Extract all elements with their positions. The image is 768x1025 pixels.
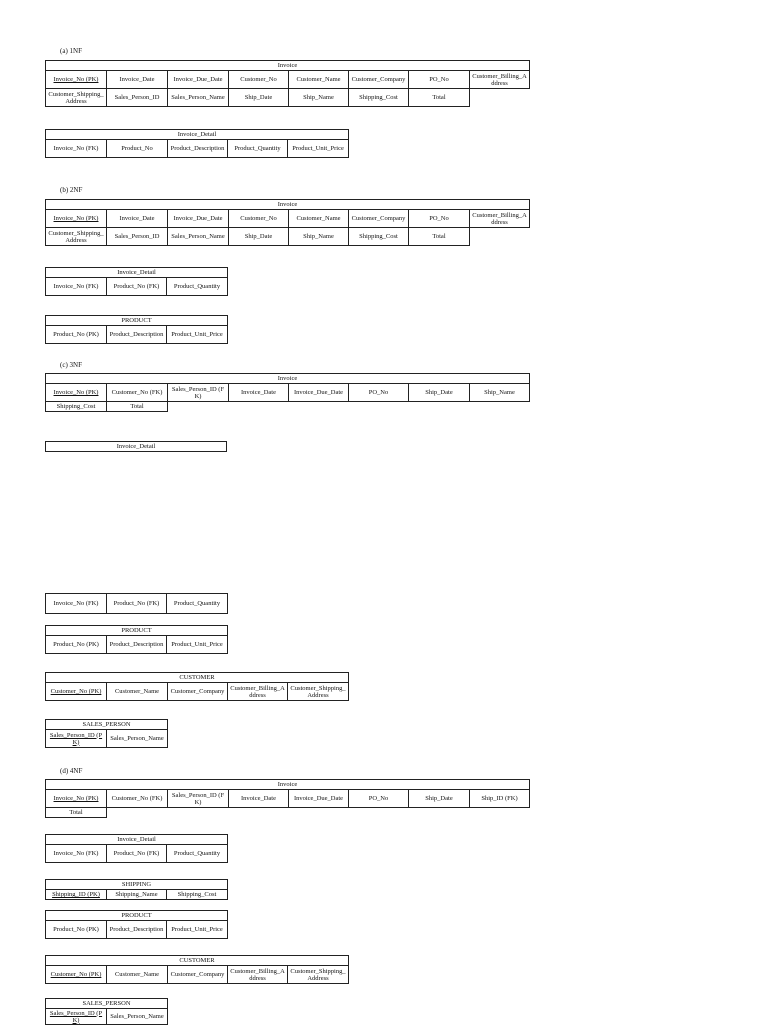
field-cell: Ship_Date [229,89,289,107]
table-invoice-2nf [45,199,530,246]
field-cell-pk: Invoice_No (PK) [46,71,107,89]
table-sales-person-4nf [45,998,168,1025]
field-cell: Customer_Shipping_Address [46,228,107,246]
field-cell: Customer_Billing_Address [470,210,530,228]
field-cell: Invoice_Due_Date [289,790,349,808]
table-sales-person-3nf [45,719,168,748]
field-cell: Sales_Person_ID (FK) [168,384,229,402]
field-cell-pk: Sales_Person_ID (PK) [46,1009,107,1025]
field-cell: Ship_Date [229,228,289,246]
field-cell: Total [409,89,470,107]
field-cell: Customer_Billing_Address [470,71,530,89]
field-cell-pk: Invoice_No (PK) [46,210,107,228]
field-cell-pk: Customer_No (PK) [46,683,107,701]
field-cell: Customer_No (FK) [107,790,168,808]
table-title: Invoice [46,780,530,790]
field-cell: Customer_Name [289,210,349,228]
field-cell: Customer_Company [168,966,228,984]
table-product-3nf [45,625,228,654]
field-cell: Customer_Company [349,210,409,228]
field-cell: Product_Description [107,326,167,344]
field-cell-pk: Shipping_ID (PK) [46,890,107,900]
table-title: Invoice_Detail [46,268,228,278]
table-title: PRODUCT [46,626,228,636]
table-title: SALES_PERSON [46,999,168,1009]
field-cell: Customer_Billing_Address [228,966,288,984]
table-title: Invoice_Detail [46,442,227,452]
field-cell: Product_No (FK) [107,278,167,296]
field-cell: Sales_Person_ID [107,89,168,107]
field-cell: PO_No [409,71,470,89]
section-label-4nf: (d) 4NF [60,767,83,775]
table-invoice-detail-2nf [45,267,228,296]
table-invoice-detail-3nf-fields [45,593,228,614]
field-cell-pk: Invoice_No (PK) [46,384,107,402]
field-cell: Invoice_No (FK) [46,140,107,158]
table-customer-4nf [45,955,349,984]
field-cell: Product_Unit_Price [288,140,349,158]
field-cell: Ship_Name [289,228,349,246]
table-title: Invoice_Detail [46,130,349,140]
field-cell: Customer_Shipping_Address [46,89,107,107]
field-cell: Invoice_Due_Date [168,71,229,89]
field-cell: Invoice_Date [107,210,168,228]
field-cell: PO_No [409,210,470,228]
field-cell: Total [46,808,107,818]
field-cell: Product_Unit_Price [167,921,228,939]
table-invoice-4nf [45,779,530,818]
table-title: SHIPPING [46,880,228,890]
field-cell: Customer_Billing_Address [228,683,288,701]
field-cell: Product_No (FK) [107,845,167,863]
field-cell: Product_Quantity [167,278,228,296]
field-cell: Ship_Date [409,790,470,808]
field-cell: Customer_Company [168,683,228,701]
field-cell-pk: Sales_Person_ID (PK) [46,730,107,748]
field-cell: Product_Quantity [167,845,228,863]
field-cell: Product_No (PK) [46,326,107,344]
table-title: Invoice [46,61,530,71]
section-label-2nf: (b) 2NF [60,186,83,194]
field-cell: Shipping_Cost [46,402,107,412]
field-cell: Invoice_Date [229,384,289,402]
field-cell: Customer_Shipping_Address [288,966,349,984]
field-cell: Invoice_Date [107,71,168,89]
table-invoice-1nf [45,60,530,107]
field-cell: Ship_Name [289,89,349,107]
field-cell: Product_No [107,140,168,158]
field-cell: Total [107,402,168,412]
field-cell: Customer_Name [107,966,168,984]
empty-cell [470,89,530,107]
field-cell: Invoice_No (FK) [46,278,107,296]
field-cell: Customer_Company [349,71,409,89]
field-cell: Shipping_Name [107,890,167,900]
field-cell: Customer_No [229,210,289,228]
field-cell: PO_No [349,384,409,402]
table-invoice-detail-3nf-header [45,441,227,452]
empty-cell [168,402,530,412]
field-cell: Product_No (FK) [107,594,167,614]
table-title: SALES_PERSON [46,720,168,730]
table-title: Invoice [46,200,530,210]
field-cell: Invoice_Date [229,790,289,808]
field-cell: Product_Unit_Price [167,326,228,344]
field-cell: Invoice_Due_Date [168,210,229,228]
table-title: Invoice_Detail [46,835,228,845]
field-cell: Sales_Person_ID [107,228,168,246]
section-label-3nf: (c) 3NF [60,361,82,369]
empty-cell [470,228,530,246]
field-cell: Product_No (PK) [46,921,107,939]
field-cell: Sales_Person_Name [107,1009,168,1025]
table-title: CUSTOMER [46,956,349,966]
table-title: PRODUCT [46,911,228,921]
field-cell: PO_No [349,790,409,808]
field-cell: Invoice_No (FK) [46,845,107,863]
field-cell: Ship_Date [409,384,470,402]
field-cell: Product_Quantity [167,594,228,614]
field-cell: Sales_Person_ID (FK) [168,790,229,808]
field-cell: Customer_Name [107,683,168,701]
field-cell: Shipping_Cost [349,228,409,246]
table-invoice-detail-4nf [45,834,228,863]
field-cell: Product_Unit_Price [167,636,228,654]
field-cell: Product_Description [107,921,167,939]
field-cell: Invoice_Due_Date [289,384,349,402]
field-cell: Shipping_Cost [167,890,228,900]
field-cell: Shipping_Cost [349,89,409,107]
empty-cell [107,808,530,818]
table-shipping-4nf [45,879,228,900]
field-cell: Invoice_No (FK) [46,594,107,614]
table-title: Invoice [46,374,530,384]
field-cell: Product_Description [107,636,167,654]
field-cell: Sales_Person_Name [168,89,229,107]
field-cell: Customer_Shipping_Address [288,683,349,701]
table-title: CUSTOMER [46,673,349,683]
table-customer-3nf [45,672,349,701]
field-cell: Ship_Name [470,384,530,402]
table-invoice-detail-1nf [45,129,349,158]
field-cell: Customer_No (FK) [107,384,168,402]
field-cell: Product_No (PK) [46,636,107,654]
field-cell-pk: Customer_No (PK) [46,966,107,984]
field-cell: Sales_Person_Name [107,730,168,748]
table-title: PRODUCT [46,316,228,326]
section-label-1nf: (a) 1NF [60,47,82,55]
table-invoice-3nf [45,373,530,412]
field-cell: Customer_No [229,71,289,89]
field-cell: Sales_Person_Name [168,228,229,246]
field-cell-pk: Invoice_No (PK) [46,790,107,808]
field-cell: Total [409,228,470,246]
table-product-4nf [45,910,228,939]
field-cell: Product_Quantity [228,140,288,158]
table-product-2nf [45,315,228,344]
field-cell: Product_Description [168,140,228,158]
field-cell: Customer_Name [289,71,349,89]
field-cell: Ship_ID (FK) [470,790,530,808]
